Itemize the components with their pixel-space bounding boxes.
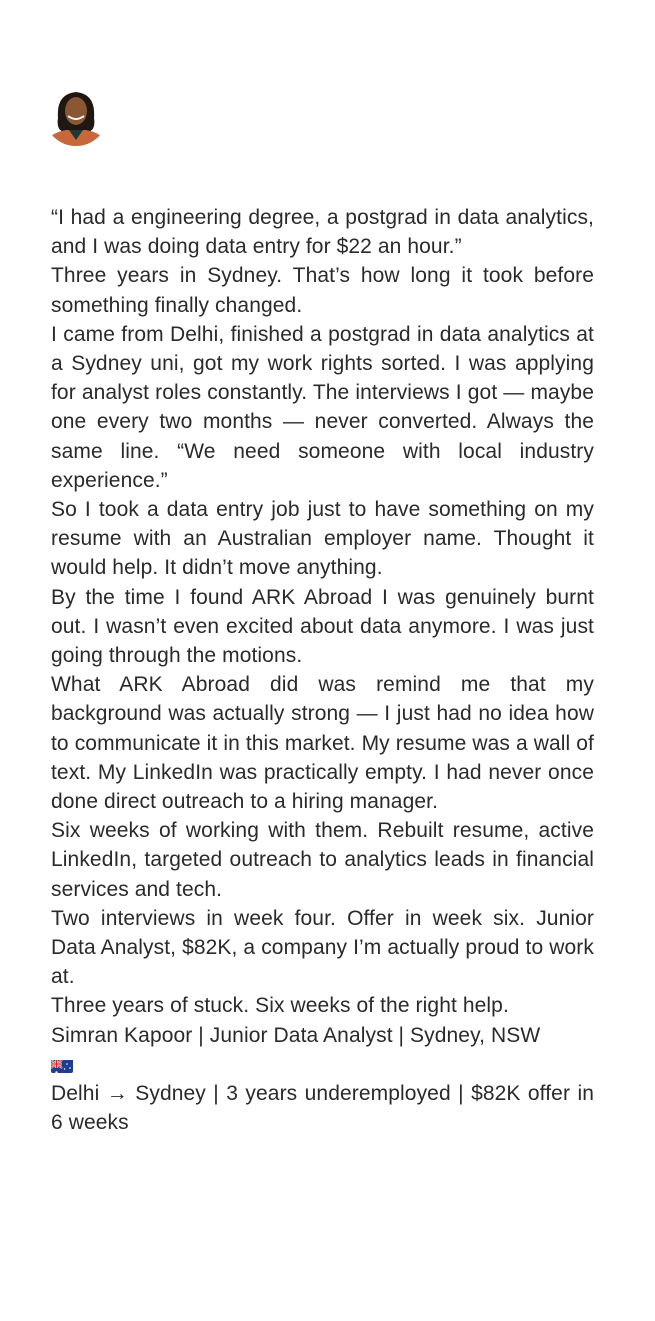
story-paragraph: By the time I found ARK Abroad I was genuinely burnt out. I wasn’t even excited about data anymore. I was just going through the motions. (51, 585, 594, 668)
avatar (44, 82, 108, 146)
story-paragraph: Three years of stuck. Six weeks of the right help. (51, 994, 509, 1018)
testimonial-story (51, 203, 594, 1138)
story-paragraph: So I took a data entry job just to have something on my resume with an Australian employer name. Thought it would help. It didn’t move anything. (51, 498, 594, 580)
attribution (51, 1021, 594, 1079)
story-paragraph: Two interviews in week four. Offer in week six. Junior Data Analyst, $82K, a company I’m actually proud to work at. (51, 906, 594, 989)
attribution-text: Simran Kapoor | Junior Data Analyst | Sydney, NSW (51, 1023, 541, 1047)
australia-flag-icon (51, 1056, 73, 1073)
story-paragraph: Three years in Sydney. That’s how long it took before something finally changed. (51, 264, 594, 317)
story-paragraph: What ARK Abroad did was remind me that my background was actually strong — I just had no idea how to communicate it in this market. My resume was a wall of text. My LinkedIn was practically empty. I had never once done direct outreach to a hiring manager. (51, 673, 594, 814)
summary: Delhi → Sydney | 3 years underemployed | $82K offer in 6 weeks (51, 1082, 594, 1135)
story-paragraph: Six weeks of working with them. Rebuilt resume, active LinkedIn, targeted outreach to analytics leads in financial services and tech. (51, 819, 594, 901)
story-quote: “I had a engineering degree, a postgrad in data analytics, and I was doing data entry for $22 an hour.” (51, 206, 594, 259)
story-paragraph: I came from Delhi, finished a postgrad in data analytics at a Sydney uni, got my work rights sorted. I was applying for analyst roles constantly. The interviews I got — maybe one every two months — never converted. Always the same line. “We need someone with local industry experience.” (51, 322, 594, 492)
